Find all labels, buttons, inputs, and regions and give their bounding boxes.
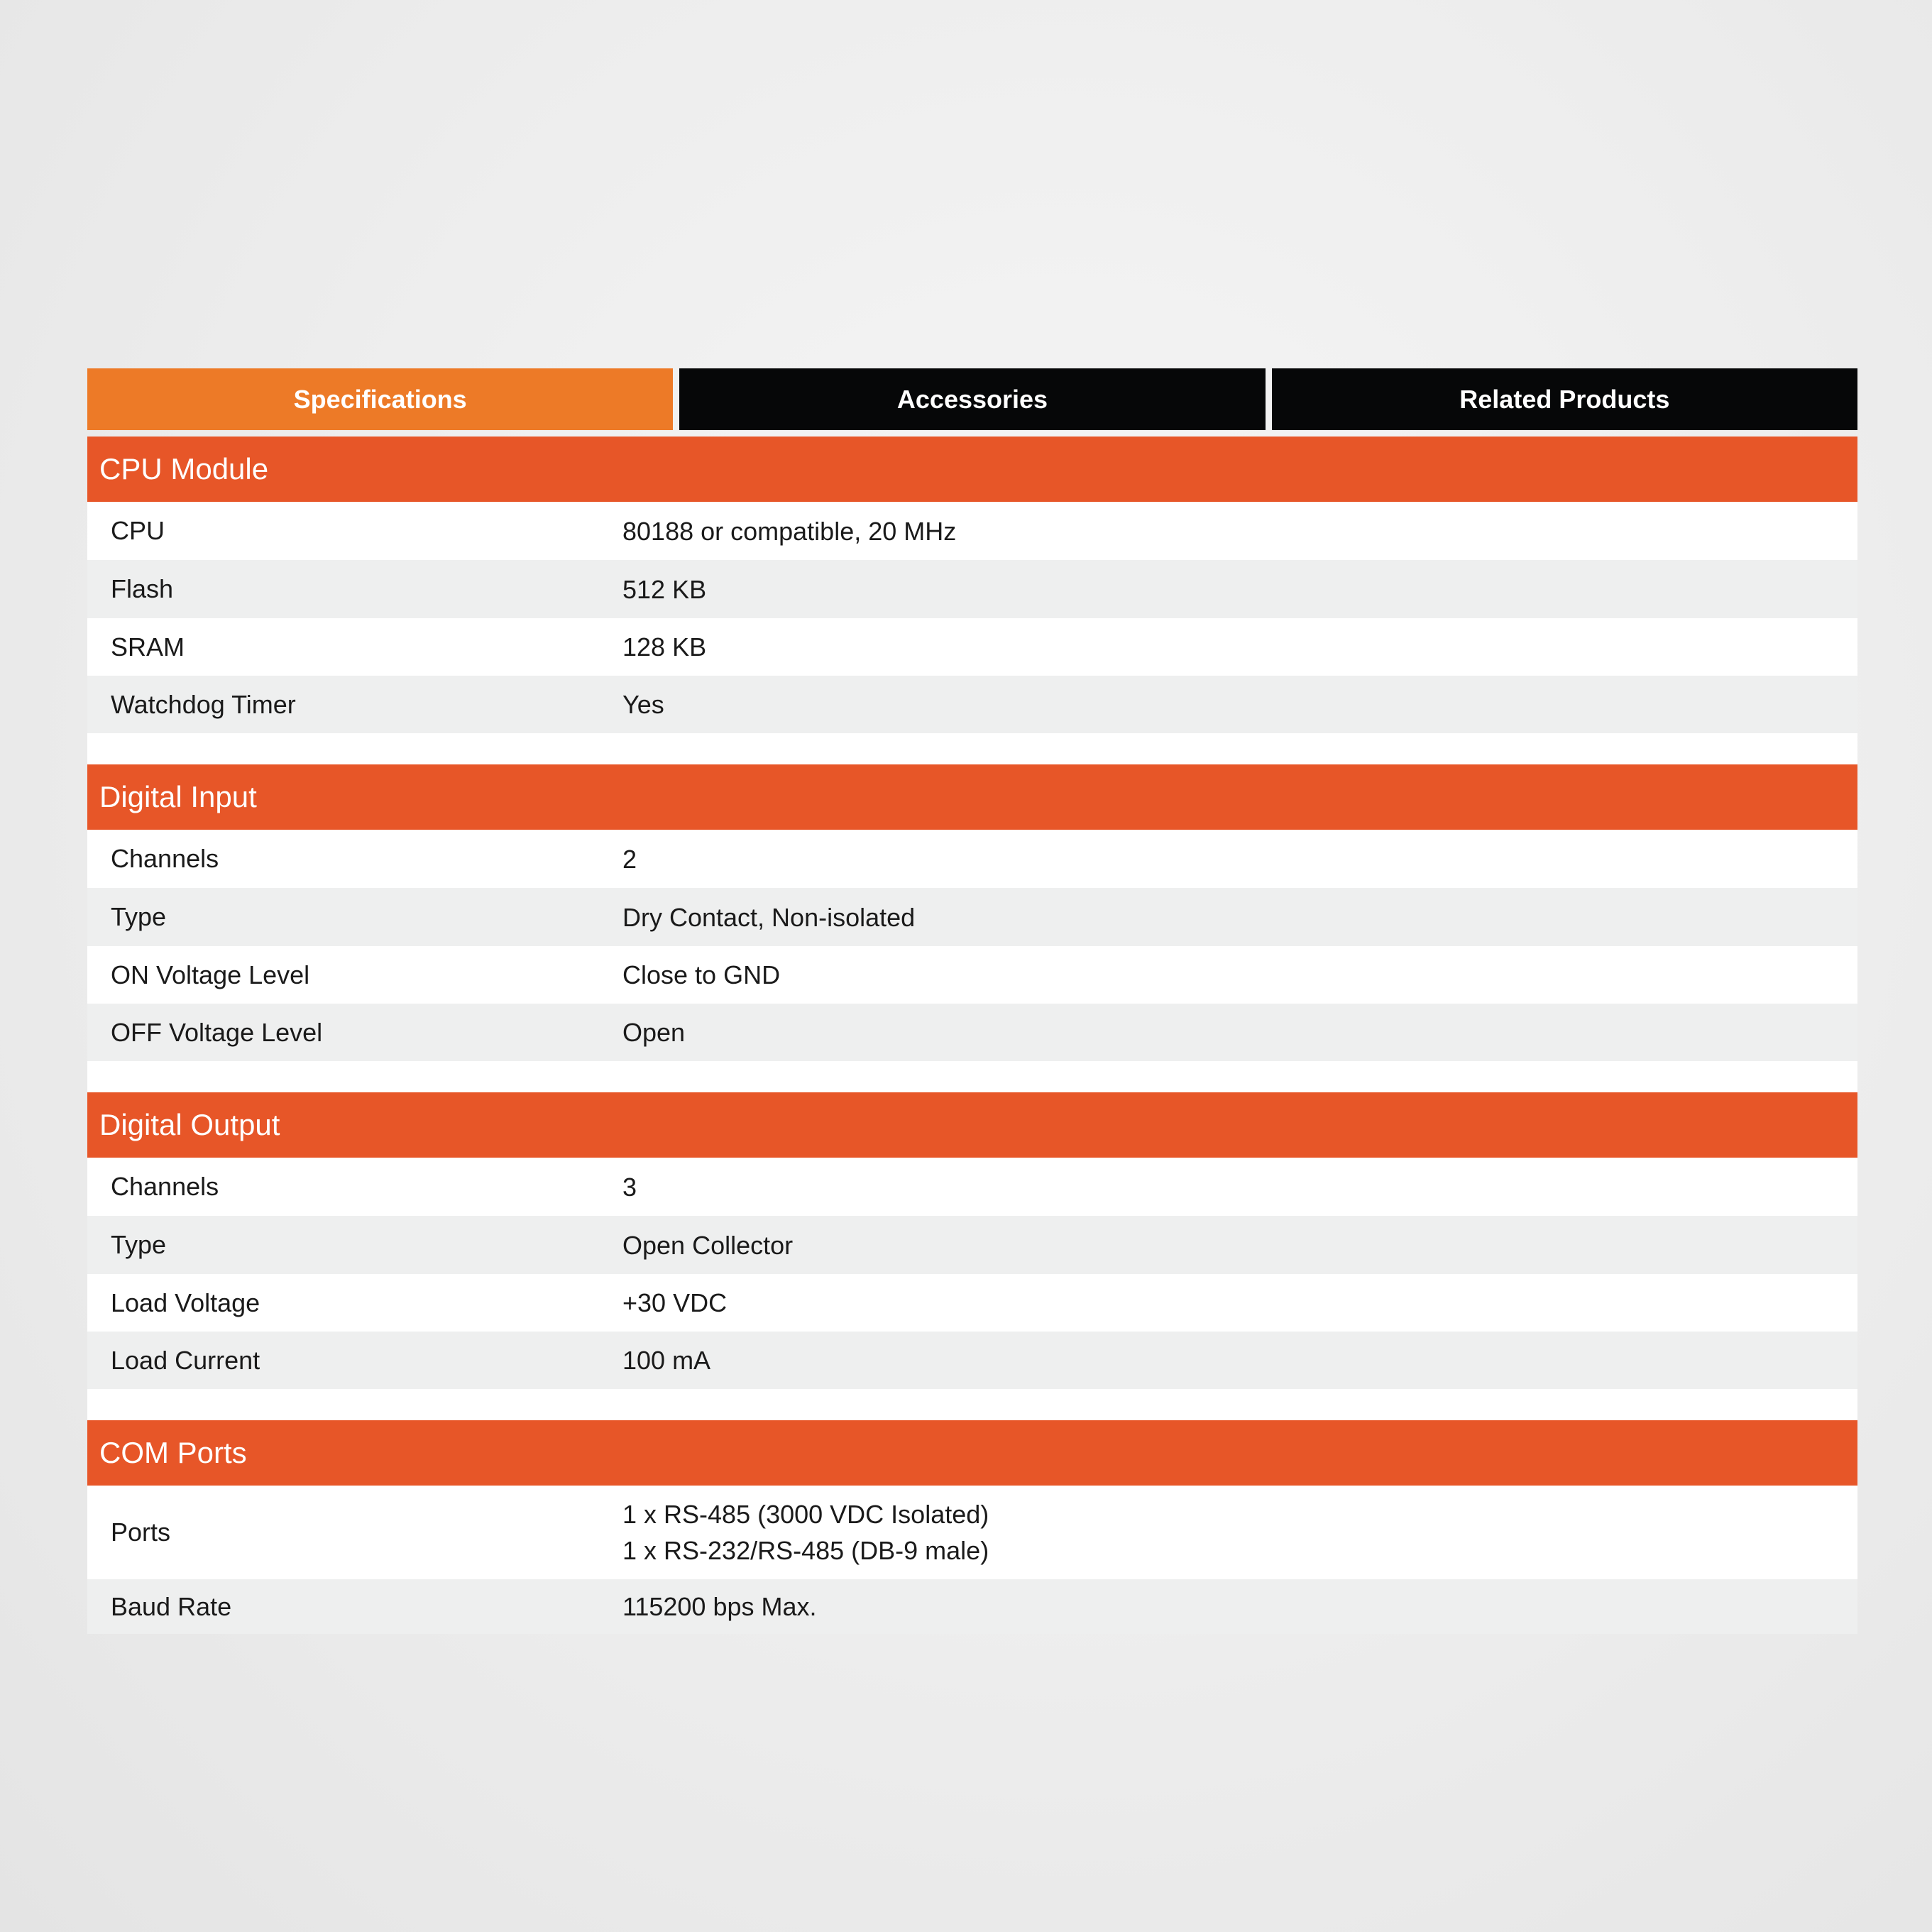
section-cpu-module [87,437,1857,764]
spec-value: 115200 bps Max. [622,1592,817,1621]
section-header: CPU Module [87,437,1857,502]
spec-row [87,502,1857,560]
section-spacer [87,1061,1857,1092]
section-header: Digital Output [87,1092,1857,1158]
spec-row [87,946,1857,1004]
spec-row [87,560,1857,618]
spec-value: 100 mA [622,1346,711,1375]
section-spacer [87,733,1857,764]
spec-row [87,1004,1857,1061]
spec-row [87,618,1857,676]
spec-value: 80188 or compatible, 20 MHz [622,516,957,546]
spec-value: Dry Contact, Non-isolated [622,902,916,932]
spec-row [87,1216,1857,1274]
spec-key: Type [111,1230,167,1259]
spec-row [87,676,1857,733]
tab-specifications[interactable]: Specifications [87,368,673,430]
spec-key: Load Voltage [111,1288,260,1317]
spec-key: OFF Voltage Level [111,1017,323,1047]
spec-value: 512 KB [622,574,707,604]
tab-accessories[interactable]: Accessories [679,368,1265,430]
section-digital-input [87,764,1857,1092]
spec-key: Baud Rate [111,1591,232,1621]
spec-row [87,830,1857,888]
spec-panel [87,368,1857,1634]
spec-value: 2 [622,844,637,874]
spec-key: CPU [111,516,165,545]
spec-key: ON Voltage Level [111,960,310,989]
tab-related-products[interactable]: Related Products [1272,368,1857,430]
tab-bar [87,368,1857,430]
spec-value-line: 1 x RS-232/RS-485 (DB-9 male) [622,1536,989,1565]
spec-value: Open [622,1018,686,1047]
spec-key: Watchdog Timer [111,689,296,719]
spec-row [87,1332,1857,1389]
spec-row [87,1579,1857,1634]
spec-key: Channels [111,1172,219,1201]
tabs-gap [87,430,1857,437]
section-header: COM Ports [87,1420,1857,1486]
spec-value: Open Collector [622,1230,794,1260]
spec-row [87,1274,1857,1332]
section-spacer [87,1389,1857,1420]
spec-value-line: 1 x RS-485 (3000 VDC Isolated) [622,1500,989,1529]
spec-value: Yes [622,690,664,719]
spec-key: Load Current [111,1345,260,1375]
spec-key: Type [111,902,167,931]
spec-value [622,1496,1857,1569]
spec-value: +30 VDC [622,1288,728,1317]
spec-key: Ports [111,1517,171,1547]
spec-value: 3 [622,1172,637,1202]
spec-key: Flash [111,574,174,603]
spec-row [87,1158,1857,1216]
section-digital-output [87,1092,1857,1420]
spec-value: Close to GND [622,960,781,989]
spec-key: SRAM [111,632,185,662]
spec-value: 128 KB [622,632,707,662]
section-com-ports [87,1420,1857,1634]
spec-row [87,1486,1857,1579]
spec-key: Channels [111,844,219,873]
section-header: Digital Input [87,764,1857,830]
spec-row [87,888,1857,946]
